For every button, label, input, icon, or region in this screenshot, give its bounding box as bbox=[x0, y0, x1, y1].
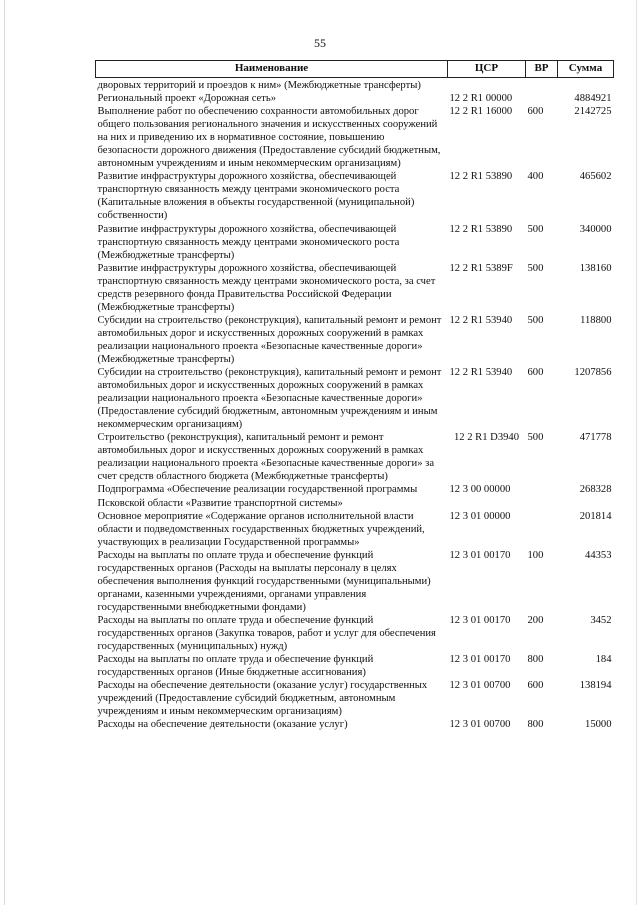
row-sum: 4884921 bbox=[574, 93, 612, 105]
row-name: Подпрограмма «Обеспечение реализации государственной программы Псковской области «Развитие транспортной системы» bbox=[97, 484, 418, 509]
row-sum: 471778 bbox=[579, 432, 612, 444]
scan-edge-right bbox=[636, 0, 637, 905]
row-csr: 12 2 R1 5389F bbox=[449, 262, 513, 274]
row-name: Основное мероприятие «Содержание органов исполнительной власти области и подведомственных государственных бюджетных учреждений, участвующих в реализации Государственной программы» bbox=[97, 510, 425, 548]
row-csr: 12 2 R1 53890 bbox=[449, 171, 513, 183]
row-name: Строительство (реконструкция), капитальный ремонт и ремонт автомобильных дорог и искусственных дорожных сооружений в рамках реализации национального проекта «Безопасные качественные дороги» за счет средств областного бюджета (Межбюджетные трансферты) bbox=[97, 432, 435, 483]
table-row bbox=[96, 105, 614, 170]
row-csr: 12 3 01 00170 bbox=[449, 549, 511, 561]
row-name: Расходы на выплаты по оплате труда и обеспечение функций государственных органов (Иные бюджетные ассигнования) bbox=[97, 654, 374, 679]
header-vr: ВР bbox=[526, 61, 558, 78]
header-name: Наименование bbox=[96, 61, 448, 78]
table-row bbox=[96, 653, 614, 679]
row-name: Развитие инфраструктуры дорожного хозяйства, обеспечивающей транспортную связанность между центрами экономического роста (Капитальные вложения в объекты государственной (муниципальной) собственности) bbox=[97, 171, 415, 222]
row-sum: 268328 bbox=[579, 484, 612, 496]
row-csr: 12 2 R1 00000 bbox=[449, 93, 513, 105]
row-sum: 340000 bbox=[579, 223, 612, 235]
row-csr: 12 2 R1 53940 bbox=[449, 314, 513, 326]
row-name: Региональный проект «Дорожная сеть» bbox=[97, 93, 276, 105]
table-row bbox=[96, 483, 614, 509]
row-name: Развитие инфраструктуры дорожного хозяйства, обеспечивающей транспортную связанность между центрами экономического роста, за счет средств резервного фонда Правительства Российской Федерации (Межбюджетные трансферты) bbox=[97, 262, 436, 313]
table-row bbox=[96, 92, 614, 105]
row-vr: 100 bbox=[527, 549, 544, 561]
table-row bbox=[96, 679, 614, 718]
row-csr: 12 2 R1 16000 bbox=[449, 106, 513, 118]
row-name: Субсидии на строительство (реконструкция), капитальный ремонт и ремонт автомобильных дорог и искусственных дорожных сооружений в рамках реализации национального проекта «Безопасные качественные дороги» (Межбюджетные трансферты) bbox=[97, 314, 442, 365]
row-vr: 600 bbox=[527, 367, 544, 379]
row-vr: 200 bbox=[527, 614, 544, 626]
table-row bbox=[96, 549, 614, 614]
header-sum: Сумма bbox=[558, 61, 614, 78]
row-csr: 12 3 01 00700 bbox=[449, 719, 511, 731]
table-row bbox=[96, 223, 614, 262]
row-csr: 12 3 01 00000 bbox=[449, 510, 511, 522]
row-vr: 500 bbox=[527, 314, 544, 326]
scan-edge-left bbox=[4, 0, 5, 905]
row-sum bbox=[558, 78, 614, 93]
row-sum: 138194 bbox=[579, 680, 612, 692]
row-vr: 800 bbox=[527, 654, 544, 666]
row-sum: 2142725 bbox=[574, 106, 612, 118]
row-name: Расходы на обеспечение деятельности (оказание услуг) bbox=[97, 719, 348, 731]
row-name: Субсидии на строительство (реконструкция), капитальный ремонт и ремонт автомобильных дорог и искусственных дорожных сооружений в рамках реализации национального проекта «Безопасные качественные дороги» (Предоставление субсидий бюджетным, автономным учреждениям и иным некоммерческим организациям) bbox=[97, 367, 442, 431]
row-sum: 1207856 bbox=[574, 367, 612, 379]
row-sum: 465602 bbox=[579, 171, 612, 183]
table-row bbox=[96, 314, 614, 366]
row-vr: 600 bbox=[527, 680, 544, 692]
row-sum: 138160 bbox=[579, 262, 612, 274]
row-sum: 201814 bbox=[579, 510, 612, 522]
row-name: дворовых территорий и проездов к ним» (Межбюджетные трансферты) bbox=[97, 80, 421, 91]
row-csr bbox=[448, 78, 526, 93]
table-row bbox=[96, 614, 614, 653]
row-name: Развитие инфраструктуры дорожного хозяйства, обеспечивающей транспортную связанность между центрами экономического роста (Межбюджетные трансферты) bbox=[97, 223, 400, 261]
row-csr: 12 2 R1 53940 bbox=[449, 367, 513, 379]
row-vr: 500 bbox=[527, 432, 544, 444]
row-vr bbox=[526, 78, 558, 93]
row-csr: 12 3 01 00700 bbox=[449, 680, 511, 692]
page-number: 55 bbox=[314, 36, 326, 50]
row-vr bbox=[526, 92, 558, 105]
row-sum: 15000 bbox=[585, 719, 612, 731]
row-name: Расходы на выплаты по оплате труда и обеспечение функций государственных органов (Закупка товаров, работ и услуг для обеспечения государственных (муниципальных) нужд) bbox=[97, 614, 436, 653]
row-vr: 500 bbox=[527, 262, 544, 274]
row-vr: 500 bbox=[527, 223, 544, 235]
row-vr: 800 bbox=[527, 719, 544, 731]
table-row bbox=[96, 718, 614, 731]
table-row bbox=[96, 170, 614, 222]
table-row bbox=[96, 366, 614, 431]
row-csr: 12 3 01 00170 bbox=[449, 654, 511, 666]
row-csr: 12 3 01 00170 bbox=[449, 614, 511, 626]
row-vr bbox=[526, 483, 558, 509]
row-csr: 12 2 R1 D3940 bbox=[453, 432, 520, 444]
header-csr: ЦСР bbox=[448, 61, 526, 78]
row-sum: 44353 bbox=[585, 549, 612, 561]
budget-table bbox=[95, 60, 614, 731]
table-row bbox=[96, 262, 614, 314]
row-vr: 600 bbox=[527, 106, 544, 118]
table-row bbox=[96, 431, 614, 483]
row-sum: 3452 bbox=[590, 614, 612, 626]
row-sum: 118800 bbox=[580, 314, 612, 326]
table-row bbox=[96, 78, 614, 93]
table-header-row bbox=[96, 61, 614, 78]
row-csr: 12 3 00 00000 bbox=[449, 484, 511, 496]
row-csr: 12 2 R1 53890 bbox=[449, 223, 513, 235]
table-row bbox=[96, 510, 614, 549]
row-name: Расходы на выплаты по оплате труда и обеспечение функций государственных органов (Расходы на выплаты персоналу в целях обеспечения выполнения функций государственными (муниципальными) органами, казенными учреждениями, органами управления государственными внебюджетными фондами) bbox=[97, 549, 431, 613]
row-vr: 400 bbox=[527, 171, 544, 183]
row-sum: 184 bbox=[595, 654, 612, 666]
row-name: Выполнение работ по обеспечению сохранности автомобильных дорог общего пользования регионального значения и искусственных сооружений на них и приведению их в нормативное состояние, повышению безопасности дорожного движения (Предоставление субсидий бюджетным, автономным учреждениям и иным некоммерческим организациям) bbox=[97, 106, 441, 170]
row-name: Расходы на обеспечение деятельности (оказание услуг) государственных учреждений (Предоставление субсидий бюджетным, автономным учреждениям и иным некоммерческим организациям) bbox=[97, 680, 428, 718]
row-vr bbox=[526, 510, 558, 549]
